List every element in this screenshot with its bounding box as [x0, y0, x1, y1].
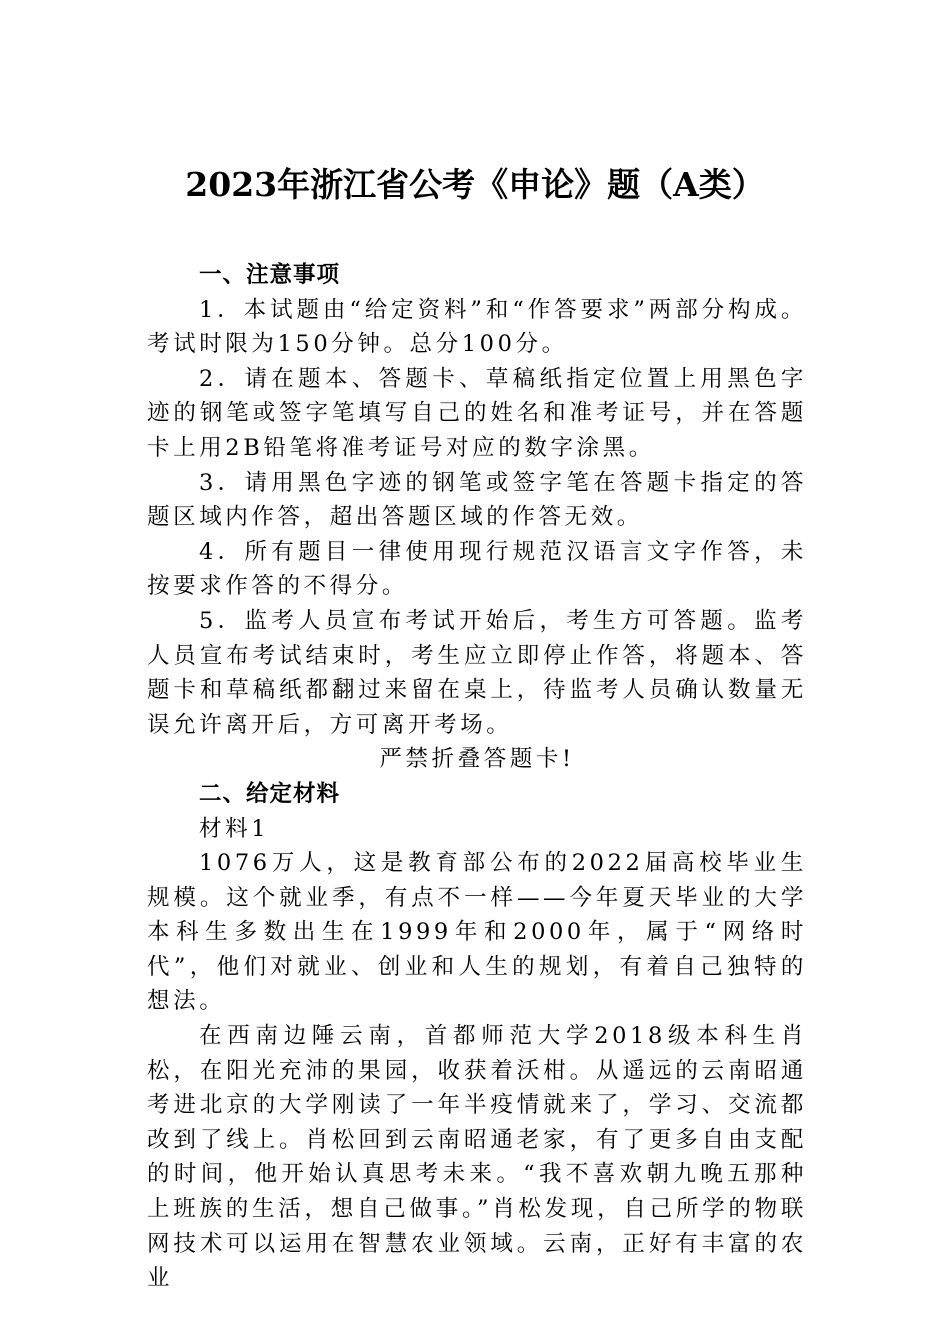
material-paragraph-1: 1076万人，这是教育部公布的2022届高校毕业生规模。这个就业季，有点不一样——今年夏天毕业的大学本科生多数出生在1999年和2000年，属于“网络时代”，他们对就业、创业和人生的规划，有着自己独特的想法。: [147, 850, 807, 1015]
section-heading-materials: 二、给定材料: [199, 780, 341, 807]
document-title: 2023年浙江省公考《申论》题（A类）: [185, 165, 765, 204]
note-item-3: 3．请用黑色字迹的钢笔或签字笔在答题卡指定的答题区域内作答，超出答题区域的作答无效。: [147, 469, 807, 531]
note-item-5: 5．监考人员宣布考试开始后，考生方可答题。监考人员宣布考试结束时，考生应立即停止作答，将题本、答题卡和草稿纸都翻过来留在桌上，待监考人员确认数量无误允许离开后，方可离开考场。: [147, 607, 807, 738]
note-item-4: 4．所有题目一律使用现行规范汉语言文字作答，未按要求作答的不得分。: [147, 538, 807, 600]
material-label: 材料1: [199, 815, 270, 842]
document-body: [147, 258, 807, 1296]
warning-text: 严禁折叠答题卡!: [379, 746, 575, 773]
section-heading-notes: 一、注意事项: [199, 262, 341, 288]
note-item-2: 2．请在题本、答题卡、草稿纸指定位置上用黑色字迹的钢笔或签字笔填写自己的姓名和准考证号，并在答题卡上用2B铅笔将准考证号对应的数字涂黑。: [147, 365, 807, 461]
note-item-1: 1．本试题由“给定资料”和“作答要求”两部分构成。考试时限为150分钟。总分100分。: [147, 296, 807, 358]
material-paragraph-2: 在西南边陲云南，首都师范大学2018级本科生肖松，在阳光充沛的果园，收获着沃柑。从遥远的云南昭通考进北京的大学刚读了一年半疫情就来了，学习、交流都改到了线上。肖松回到云南昭通老家，有了更多自由支配的时间，他开始认真思考未来。“我不喜欢朝九晚五那种上班族的生活，想自己做事。”肖松发现，自己所学的物联网技术可以运用在智慧农业领域。云南，正好有丰富的农业: [147, 1023, 807, 1292]
